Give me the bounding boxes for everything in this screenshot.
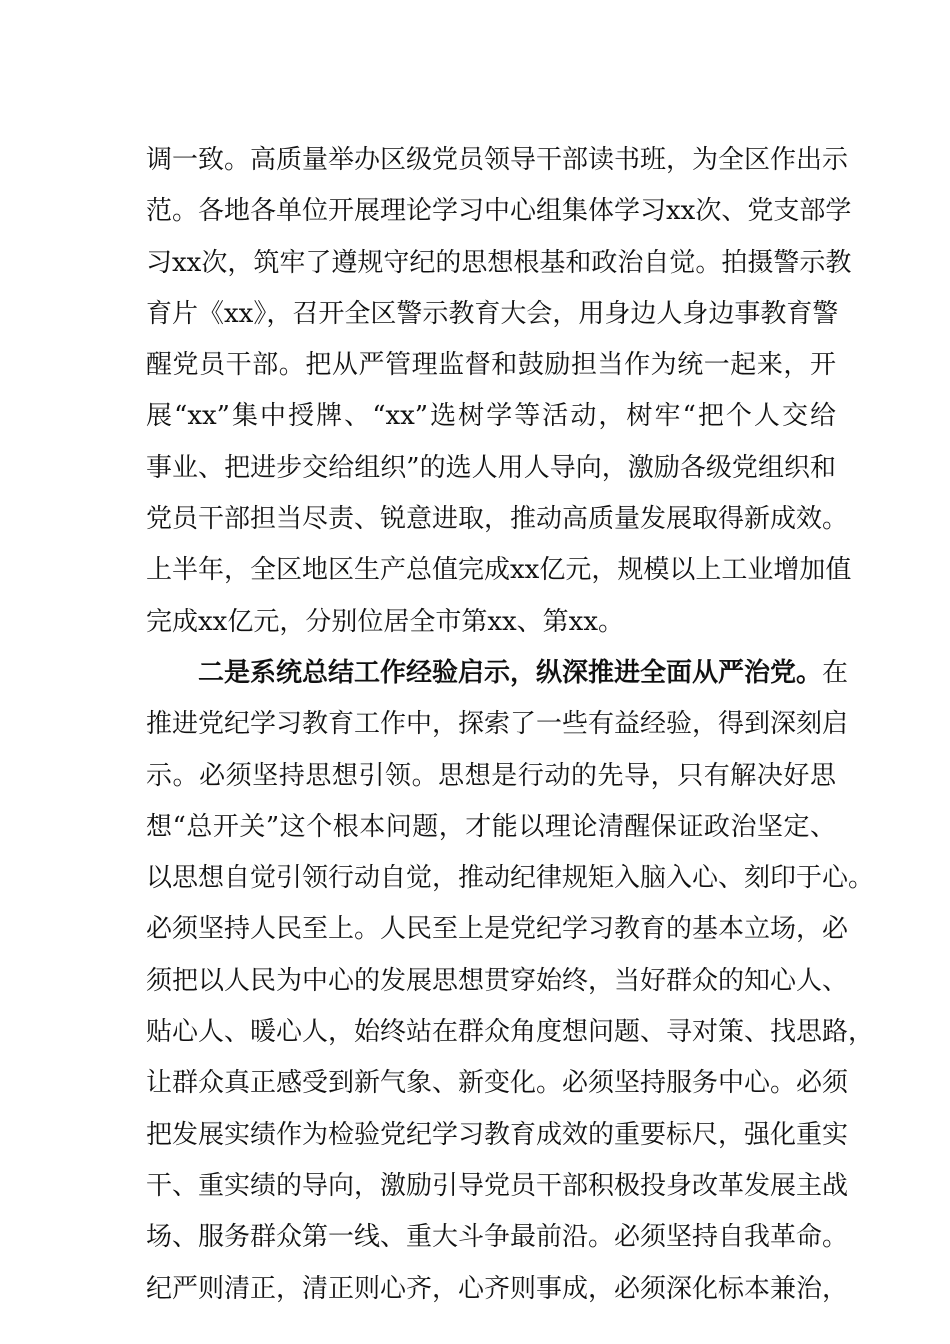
text-line-first [146,648,849,699]
text-line: 以思想自觉引领行动自觉，推动纪律规矩入脑入心、刻印于心。 [146,863,875,894]
paragraph-achievements [146,135,852,648]
text-line: 醒党员干部。把从严管理监督和鼓励担当作为统一起来，开 [146,350,836,381]
text-line: 让群众真正感受到新气象、新变化。必须坚持服务中心。必须 [146,1068,849,1099]
text-line: 事业、把进步交给组织”的选人用人导向，激励各级党组织和 [146,452,836,483]
text-line: 想“总开关”这个根本问题，才能以理论清醒保证政治坚定、 [146,811,836,842]
text-line: 场、服务群众第一线、重大斗争最前沿。必须坚持自我革命。 [146,1222,849,1253]
text-line: 党员干部担当尽责、锐意进取，推动高质量发展取得新成效。 [146,504,849,535]
paragraph-experience [146,648,875,1315]
document-body [146,135,875,1315]
text-line: 贴心人、暖心人，始终站在群众角度想问题、寻对策、找思路， [146,1017,875,1048]
paragraph-lead-heading: 二是系统总结工作经验启示，纵深推进全面从严治党。 [198,657,823,688]
text-line: 推进党纪学习教育工作中，探索了一些有益经验，得到深刻启 [146,709,849,740]
text-line: 展“xx”集中授牌、“xx”选树学等活动，树牢“把个人交给 [146,401,836,432]
text-line: 必须坚持人民至上。人民至上是党纪学习教育的基本立场，必 [146,914,849,945]
text-line: 习xx次，筑牢了遵规守纪的思想根基和政治自觉。拍摄警示教 [146,247,852,278]
text-line: 育片《xx》，召开全区警示教育大会，用身边人身边事教育警 [146,298,839,329]
text-line: 须把以人民为中心的发展思想贯穿始终，当好群众的知心人、 [146,965,849,996]
text-line: 上半年，全区地区生产总值完成xx亿元，规模以上工业增加值 [146,555,852,586]
text-line: 调一致。高质量举办区级党员领导干部读书班，为全区作出示 [146,145,849,175]
text-line-last: 完成xx亿元，分别位居全市第xx、第xx。 [146,606,624,637]
text-line: 示。必须坚持思想引领。思想是行动的先导，只有解决好思 [146,760,836,791]
text-line: 范。各地各单位开展理论学习中心组集体学习xx次、党支部学 [146,196,852,227]
text-line: 把发展实绩作为检验党纪学习教育成效的重要标尺，强化重实 [146,1119,849,1150]
text-line: 纪严则清正，清正则心齐，心齐则事成，必须深化标本兼治， [146,1273,849,1304]
text-line: 干、重实绩的导向，激励引导党员干部积极投身改革发展主战 [146,1170,849,1201]
first-line-rest: 在 [822,657,849,688]
